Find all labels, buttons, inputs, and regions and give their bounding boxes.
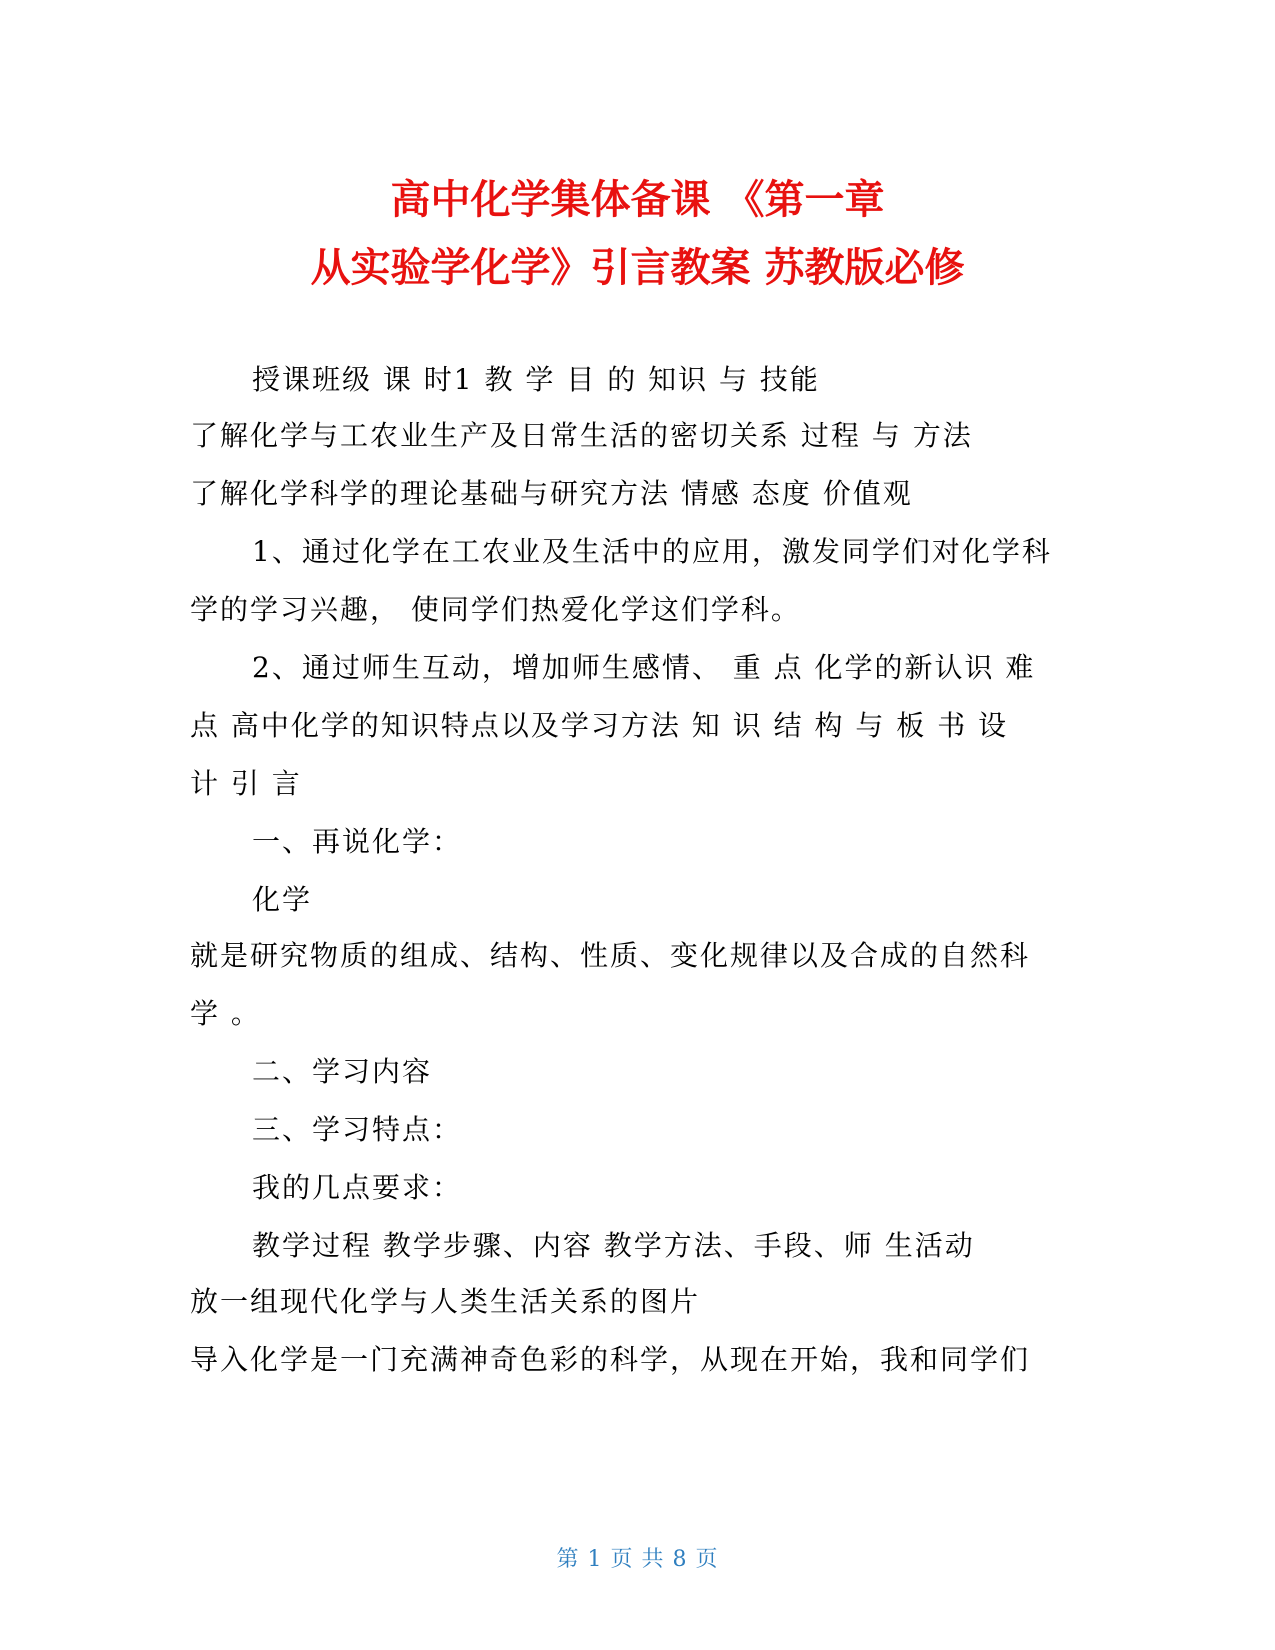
body-line-15: 我的几点要求： bbox=[252, 1171, 463, 1204]
document-title-line-2: 从实验学化学》引言教案 苏教版必修 bbox=[310, 245, 965, 291]
body-line-14: 三、学习特点： bbox=[252, 1113, 463, 1146]
body-line-8: 计 引 言 bbox=[190, 767, 302, 800]
body-line-3: 了解化学科学的理论基础与研究方法 情感 态度 价值观 bbox=[190, 477, 913, 510]
body-line-2: 了解化学与工农业生产及日常生活的密切关系 过程 与 方法 bbox=[190, 419, 973, 452]
body-line-7: 点 高中化学的知识特点以及学习方法 知 识 结 构 与 板 书 设 bbox=[190, 709, 1009, 742]
body-line-5: 学的学习兴趣， 使同学们热爱化学这们学科。 bbox=[190, 593, 801, 626]
page-number-footer: 第 1 页 共 8 页 bbox=[556, 1547, 719, 1572]
body-line-16: 教学过程 教学步骤、内容 教学方法、手段、师 生活动 bbox=[252, 1229, 975, 1262]
body-line-1: 授课班级 课 时1 教 学 目 的 知识 与 技能 bbox=[252, 363, 820, 396]
body-line-12: 学 。 bbox=[190, 997, 261, 1030]
body-line-4: 1、通过化学在工农业及生活中的应用，激发同学们对化学科 bbox=[252, 535, 1052, 568]
body-line-11: 就是研究物质的组成、结构、性质、变化规律以及合成的自然科 bbox=[190, 939, 1031, 972]
document-title-line-1: 高中化学集体备课 《第一章 bbox=[390, 177, 885, 223]
body-line-18: 导入化学是一门充满神奇色彩的科学，从现在开始，我和同学们 bbox=[190, 1343, 1031, 1376]
body-line-17: 放一组现代化学与人类生活关系的图片 bbox=[190, 1285, 701, 1318]
body-line-10: 化学 bbox=[252, 883, 313, 916]
body-line-6: 2、通过师生互动，增加师生感情、 重 点 化学的新认识 难 bbox=[252, 651, 1036, 684]
body-line-9: 一、再说化学： bbox=[252, 825, 463, 858]
body-line-13: 二、学习内容 bbox=[252, 1055, 433, 1088]
